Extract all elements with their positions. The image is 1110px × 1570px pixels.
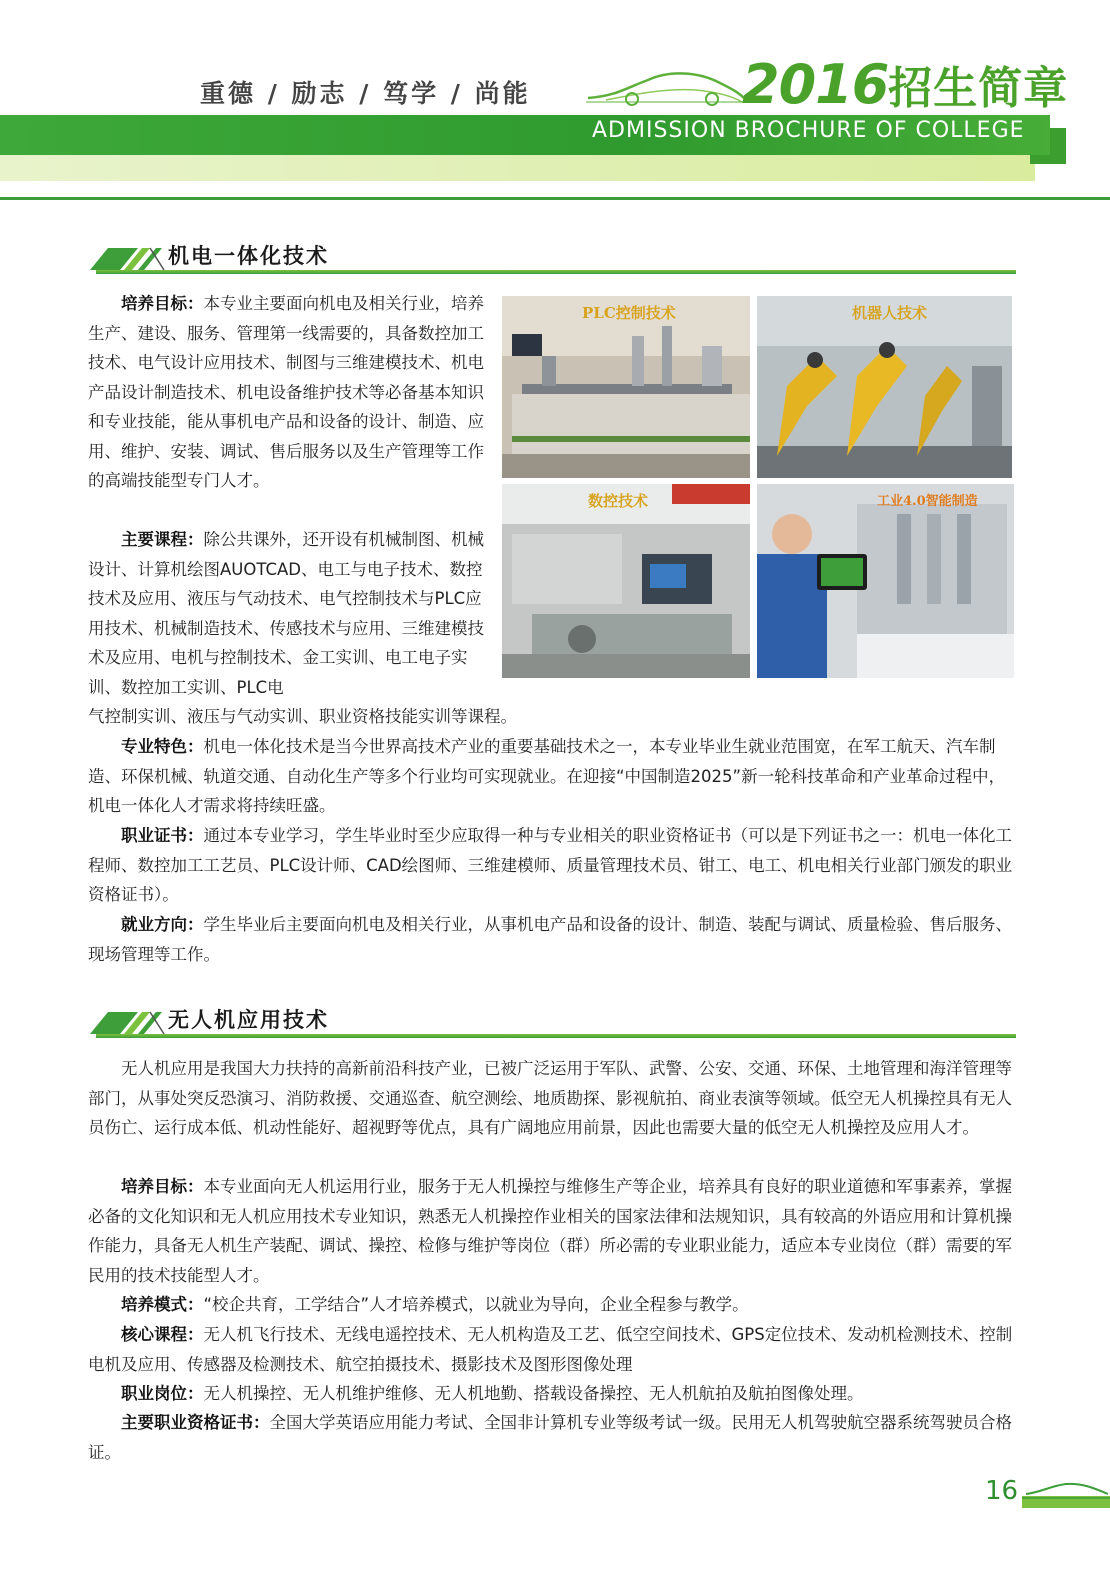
- training-goal-text: 本专业主要面向机电及相关行业，培养生产、建设、服务、管理第一线需要的，具备数控加工技术、电气设计应用技术、制图与三维建模技术、机电产品设计制造技术、机电设备维护技术等必备基本知识和专业技能，能从事机电产品和设备的设计、制造、应用、维护、安装、调试、售后服务以及生产管理等工作的高端技能型专门人才。: [88, 294, 484, 490]
- plc-lab-image: [502, 296, 750, 478]
- photo-caption: 机器人技术: [852, 304, 928, 322]
- drone-cert-label: 主要职业资格证书：: [121, 1413, 270, 1432]
- career-label: 就业方向：: [121, 915, 204, 934]
- photo-caption: 工业4.0智能制造: [877, 494, 978, 509]
- photo-grid: [502, 296, 1014, 680]
- drone-jobs-text: 无人机操控、无人机维护维修、无人机地勤、搭载设备操控、无人机航拍及航拍图像处理。: [203, 1384, 864, 1403]
- career-paragraph: [88, 910, 1018, 969]
- heading-rule: [96, 1034, 1016, 1038]
- car-logo-icon: [586, 58, 746, 108]
- courses-text: 除公共课外，还开设有机械制图、机械设计、计算机绘图AUOTCAD、电工与电子技术、数控技术及应用、液压与气动技术、电气控制技术与PLC应用技术、机械制造技术、传感技术与应用、三维建模技术及应用、电机与控制技术、金工实训、电工电子实训、数控加工实训、PLC电: [88, 530, 484, 697]
- heading-stripes-icon: [86, 1004, 166, 1038]
- photo-industry-40: [757, 484, 1014, 678]
- cnc-lathes-image: [502, 484, 750, 678]
- page-header: [0, 0, 1110, 210]
- training-goal-label: 培养目标：: [121, 294, 204, 313]
- drone-mode-paragraph: [88, 1290, 1018, 1320]
- heading-stripes-icon: [86, 240, 166, 274]
- certificate-label: 职业证书：: [121, 826, 204, 845]
- drone-mode-text: “校企共育，工学结合”人才培养模式，以就业为导向，企业全程参与教学。: [203, 1295, 749, 1314]
- photo-caption: PLC控制技术: [582, 304, 676, 322]
- english-title: ADMISSION BROCHURE OF COLLEGE: [592, 118, 1025, 143]
- drone-core-text: 无人机飞行技术、无线电遥控技术、无人机构造及工艺、低空空间技术、GPS定位技术、发动机检测技术、控制电机及应用、传感器及检测技术、航空拍摄技术、摄影技术及图形图像处理: [88, 1325, 1013, 1374]
- certificate-paragraph: [88, 821, 1018, 910]
- photo-robotics: [757, 296, 1012, 478]
- photo-plc-control: [502, 296, 750, 478]
- photo-caption: 数控技术: [588, 492, 649, 510]
- career-text: 学生毕业后主要面向机电及相关行业，从事机电产品和设备的设计、制造、装配与调试、质量检验、售后服务、现场管理等工作。: [88, 915, 1012, 964]
- page-number: 16: [985, 1476, 1019, 1506]
- drone-jobs-label: 职业岗位：: [121, 1384, 204, 1403]
- courses-continuation: 气控制实训、液压与气动实训、职业资格技能实训等课程。: [88, 707, 517, 726]
- brochure-title-text: 招生简章: [888, 63, 1069, 114]
- drone-cert-paragraph: [88, 1408, 1018, 1467]
- footer-car-icon: [1022, 1478, 1110, 1508]
- courses-label: 主要课程：: [121, 530, 204, 549]
- drone-mode-label: 培养模式：: [121, 1295, 204, 1314]
- drone-goal-paragraph: [88, 1172, 1018, 1290]
- certificate-text: 通过本专业学习，学生毕业时至少应取得一种与专业相关的职业资格证书（可以是下列证书之一：机电一体化工程师、数控加工工艺员、PLC设计师、CAD绘图师、三维建模师、质量管理技术员、钳工、电工、机电相关行业部门颁发的职业资格证书）。: [88, 826, 1013, 904]
- drone-intro-paragraph: 无人机应用是我国大力扶持的高新前沿科技产业，已被广泛运用于军队、武警、公安、交通、环保、土地管理和海洋管理等部门，从事处突反恐演习、消防救援、交通巡查、航空测绘、地质勘探、影视航拍、商业表演等领域。低空无人机操控具有无人员伤亡、运行成本低、机动性能好、超视野等优点，具有广阔地应用前景，因此也需要大量的低空无人机操控及应用人才。: [88, 1059, 1012, 1137]
- school-motto: 重德 / 励志 / 笃学 / 尚能: [200, 79, 531, 108]
- brochure-year: 2016: [742, 53, 889, 116]
- feature-label: 专业特色：: [121, 737, 204, 756]
- feature-paragraph: [88, 732, 1018, 821]
- feature-text: 机电一体化技术是当今世界高技术产业的重要基础技术之一，本专业毕业生就业范围宽，在军工航天、汽车制造、环保机械、轨道交通、自动化生产等多个行业均可实现就业。在迎接“中国制造2025”新一轮科技革命和产业革命过程中，机电一体化人才需求将持续旺盛。: [88, 737, 1006, 815]
- section-title: 机电一体化技术: [168, 244, 329, 268]
- heading-rule: [96, 270, 1016, 274]
- drone-cert-text: 全国大学英语应用能力考试、全国非计算机专业等级考试一级。民用无人机驾驶航空器系统驾驶员合格证。: [88, 1413, 1012, 1462]
- section-heading-mechatronics: [86, 240, 1016, 274]
- header-rule: [0, 197, 1110, 200]
- drone-goal-text: 本专业面向无人机运用行业，服务于无人机操控与维修生产等企业，培养具有良好的职业道德和军事素养，掌握必备的文化知识和无人机应用技术专业知识，熟悉无人机操控作业相关的国家法律和法规知识，具有较高的外语应用和计算机操作能力，具备无人机生产装配、调试、操控、检修与维护等岗位（群）所必需的专业职业能力，适应本专业岗位（群）需要的军民用的技术技能型人才。: [88, 1177, 1012, 1285]
- photo-cnc: [502, 484, 750, 678]
- robot-arms-image: [757, 296, 1012, 478]
- drone-goal-label: 培养目标：: [121, 1177, 204, 1196]
- drone-core-label: 核心课程：: [121, 1325, 204, 1344]
- drone-jobs-paragraph: [88, 1379, 1018, 1409]
- training-goal-paragraph: [88, 289, 484, 496]
- section-heading-drone: [86, 1004, 1016, 1038]
- section-title: 无人机应用技术: [168, 1008, 329, 1032]
- drone-core-paragraph: [88, 1320, 1018, 1379]
- smart-manufacturing-image: [757, 484, 1014, 678]
- brochure-title: [742, 52, 1068, 116]
- courses-paragraph: [88, 525, 484, 702]
